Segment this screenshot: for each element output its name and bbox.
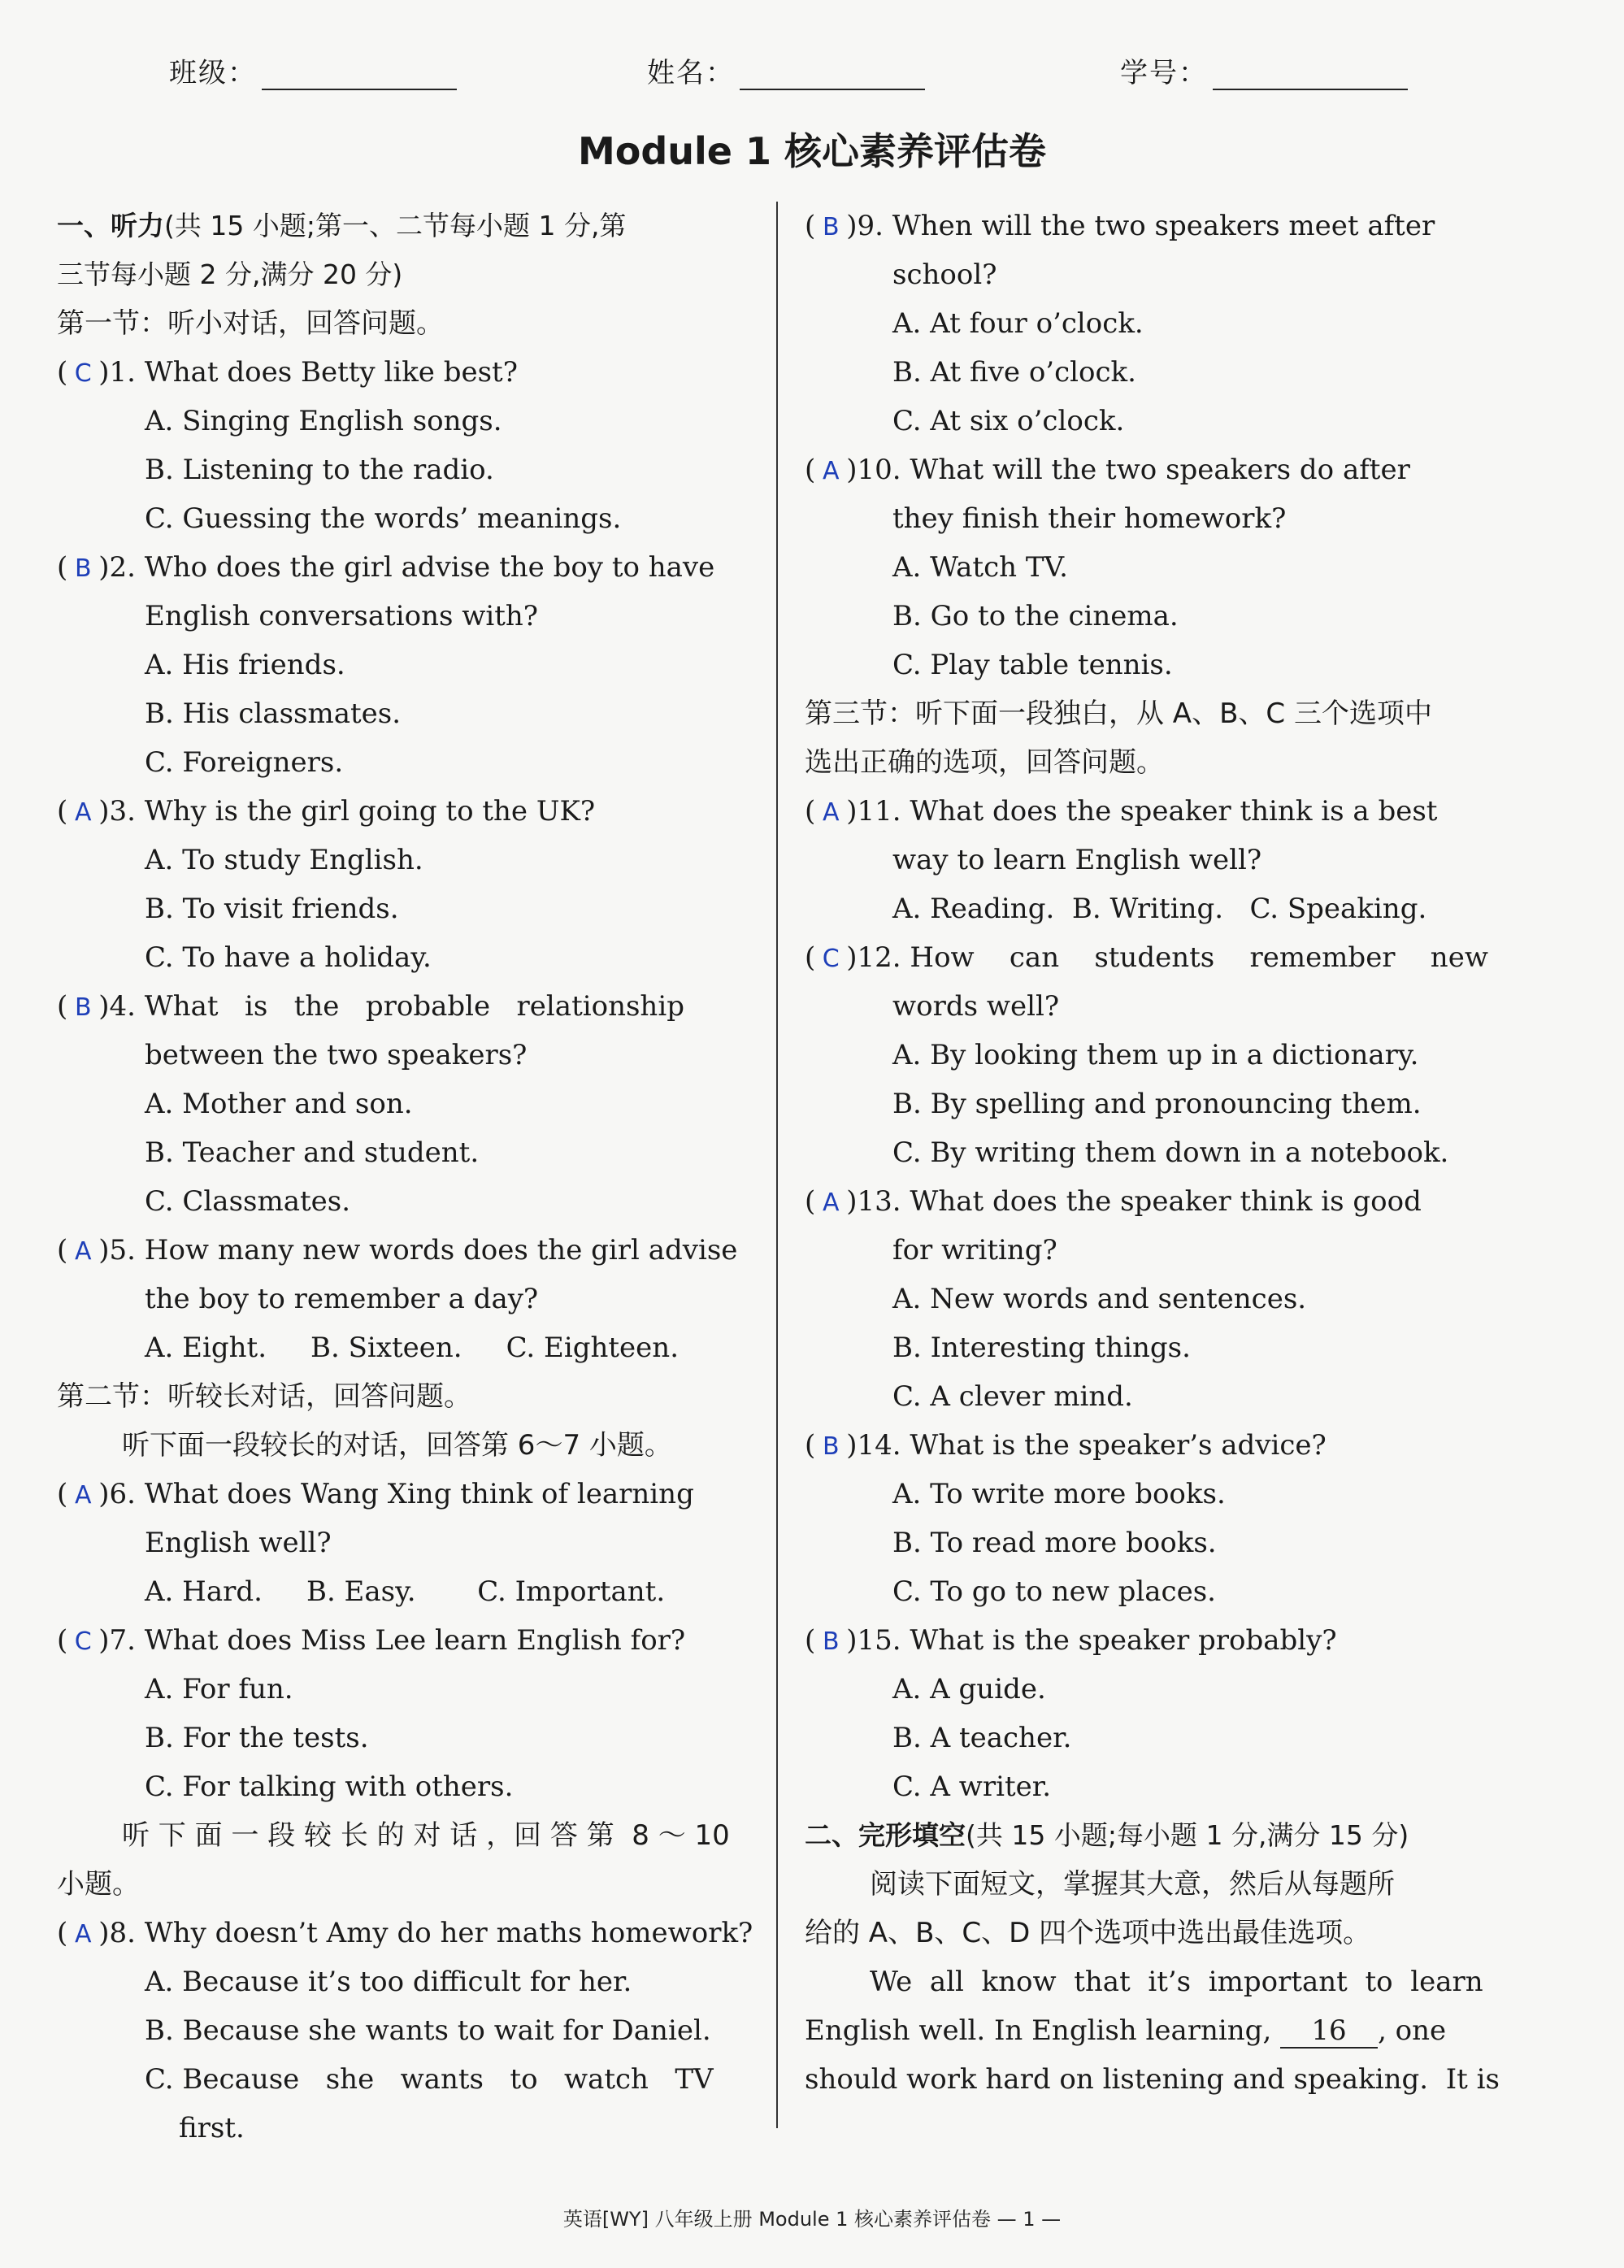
student-id-field bbox=[1120, 50, 1408, 90]
passage-line: should work hard on listening and speaking. It is bbox=[805, 2063, 1500, 2096]
name-label: 姓名： bbox=[647, 57, 735, 89]
section-1-note: (共 15 小题;第一、二节每小题 1 分,第 bbox=[164, 210, 627, 241]
class-label: 班级： bbox=[169, 57, 257, 89]
option-c: C. A clever mind. bbox=[892, 1380, 1133, 1413]
option-c: C. Classmates. bbox=[145, 1185, 351, 1218]
option-c: C. To have a holiday. bbox=[145, 941, 432, 974]
answer-7[interactable]: C bbox=[74, 1627, 92, 1656]
option-c: C. For talking with others. bbox=[145, 1771, 514, 1803]
question-number: )9. bbox=[846, 210, 884, 242]
part-2-heading: 第二节：听较长对话，回答问题。 bbox=[57, 1380, 471, 1413]
question-stem: Who does the girl advise the boy to have bbox=[144, 551, 715, 584]
question-8: ( A )8. Why doesn’t Amy do her maths homework? bbox=[57, 1909, 772, 1957]
question-number: )10. bbox=[846, 454, 901, 486]
question-stem-cont: words well? bbox=[892, 990, 1060, 1023]
answer-2[interactable]: B bbox=[74, 554, 92, 583]
question-stem-cont: the boy to remember a day? bbox=[145, 1283, 539, 1315]
passage-text: English well. In English learning, bbox=[805, 2014, 1272, 2047]
part-2-intro-2: 听 下 面 一 段 较 长 的 对 话 ，回 答 第 8 ～ 10 bbox=[122, 1819, 730, 1852]
question-2: ( B )2. Who does the girl advise the boy to have bbox=[57, 543, 772, 592]
question-stem: What is the speaker probably? bbox=[910, 1624, 1337, 1657]
option-a: A. His friends. bbox=[145, 649, 345, 681]
question-stem: How can students remember new bbox=[910, 941, 1488, 974]
question-13: ( A )13. What does the speaker think is good bbox=[805, 1177, 1496, 1226]
section-2-title: 二、完形填空 bbox=[805, 1819, 966, 1851]
answer-8[interactable]: A bbox=[75, 1920, 92, 1949]
option-b: B. Go to the cinema. bbox=[892, 600, 1179, 632]
cloze-blank-16[interactable]: 16 bbox=[1280, 2014, 1378, 2049]
section-2-note: (共 15 小题;每小题 1 分,满分 15 分) bbox=[966, 1819, 1409, 1851]
option-b: B. Interesting things. bbox=[892, 1332, 1191, 1364]
option-c: C. Guessing the words’ meanings. bbox=[145, 502, 622, 535]
question-number: )1. bbox=[98, 356, 136, 389]
option-b: B. Listening to the radio. bbox=[145, 454, 494, 486]
option-b: B. At five o’clock. bbox=[892, 356, 1136, 389]
option-c: C. At six o’clock. bbox=[892, 405, 1125, 437]
option-a: A. Mother and son. bbox=[145, 1088, 413, 1120]
option-a: A. At four o’clock. bbox=[892, 307, 1144, 340]
question-12: ( C )12. How can students remember new bbox=[805, 933, 1496, 982]
answer-14[interactable]: B bbox=[822, 1432, 840, 1461]
question-number: )13. bbox=[846, 1185, 901, 1218]
question-stem-cont: for writing? bbox=[892, 1234, 1057, 1267]
option-a: A. To write more books. bbox=[892, 1478, 1226, 1510]
passage-text: , one bbox=[1378, 2014, 1447, 2047]
option-a: A. Singing English songs. bbox=[145, 405, 502, 437]
question-stem: Why is the girl going to the UK? bbox=[144, 795, 596, 828]
question-number: )7. bbox=[98, 1624, 136, 1657]
question-stem-cont: school? bbox=[892, 259, 997, 291]
right-column bbox=[805, 202, 1500, 2104]
option-a: A. Watch TV. bbox=[892, 551, 1068, 584]
question-stem-cont: way to learn English well? bbox=[892, 844, 1262, 876]
answer-12[interactable]: C bbox=[822, 945, 840, 973]
name-blank[interactable] bbox=[740, 64, 925, 90]
option-c: C. To go to new places. bbox=[892, 1575, 1216, 1608]
answer-3[interactable]: A bbox=[75, 798, 92, 827]
question-9: ( B )9. When will the two speakers meet after bbox=[805, 202, 1496, 250]
class-blank[interactable] bbox=[262, 64, 457, 90]
option-c-cont: first. bbox=[179, 2112, 245, 2144]
question-3: ( A )3. Why is the girl going to the UK? bbox=[57, 787, 772, 836]
answer-10[interactable]: A bbox=[823, 457, 840, 485]
section-1-heading bbox=[57, 202, 772, 250]
page-title: Module 1 核心素养评估卷 bbox=[577, 129, 1047, 173]
question-4: ( B )4. What is the probable relationship bbox=[57, 982, 772, 1031]
option-a: A. For fun. bbox=[145, 1673, 293, 1705]
option-a: A. By looking them up in a dictionary. bbox=[892, 1039, 1419, 1071]
question-stem: What does the speaker think is good bbox=[910, 1185, 1422, 1218]
question-stem: What is the probable relationship bbox=[144, 990, 684, 1023]
option-c: C. Foreigners. bbox=[145, 746, 344, 779]
question-stem: What will the two speakers do after bbox=[910, 454, 1410, 486]
question-15: ( B )15. What is the speaker probably? bbox=[805, 1616, 1496, 1665]
column-divider bbox=[776, 202, 778, 2128]
section-2-intro: 阅读下面短文，掌握其大意，然后从每题所 bbox=[870, 1868, 1395, 1901]
option-b: B. Teacher and student. bbox=[145, 1136, 480, 1169]
question-14: ( B )14. What is the speaker’s advice? bbox=[805, 1421, 1496, 1470]
answer-1[interactable]: C bbox=[74, 359, 92, 388]
option-b: B. For the tests. bbox=[145, 1722, 369, 1754]
question-5: ( A )5. How many new words does the girl advise bbox=[57, 1226, 772, 1275]
option-b: B. By spelling and pronouncing them. bbox=[892, 1088, 1422, 1120]
part-2-intro: 听下面一段较长的对话，回答第 6～7 小题。 bbox=[122, 1429, 672, 1462]
option-a: A. Because it’s too difficult for her. bbox=[145, 1966, 632, 1998]
question-1: ( C )1. What does Betty like best? bbox=[57, 348, 772, 397]
question-stem-cont: they finish their homework? bbox=[892, 502, 1287, 535]
answer-11[interactable]: A bbox=[823, 798, 840, 827]
page-footer: 英语[WY] 八年级上册 Module 1 核心素养评估卷 — 1 — bbox=[562, 2208, 1062, 2231]
option-a: A. To study English. bbox=[145, 844, 423, 876]
part-1-heading: 第一节：听小对话，回答问题。 bbox=[57, 307, 444, 340]
answer-15[interactable]: B bbox=[822, 1627, 840, 1656]
option-b: B. To visit friends. bbox=[145, 893, 399, 925]
option-b: B. To read more books. bbox=[892, 1527, 1217, 1559]
passage-line: We all know that it’s important to learn bbox=[870, 1966, 1483, 1998]
question-number: )4. bbox=[98, 990, 136, 1023]
question-7: ( C )7. What does Miss Lee learn English for? bbox=[57, 1616, 772, 1665]
section-2-heading bbox=[805, 1811, 1496, 1860]
question-number: )14. bbox=[846, 1429, 901, 1462]
option-c: C. Play table tennis. bbox=[892, 649, 1173, 681]
option-b: B. His classmates. bbox=[145, 697, 402, 730]
question-number: )6. bbox=[98, 1478, 136, 1510]
question-11: ( A )11. What does the speaker think is a best bbox=[805, 787, 1496, 836]
class-field bbox=[169, 50, 457, 90]
question-number: )12. bbox=[846, 941, 901, 974]
option-c: C. Because she wants to watch TV bbox=[145, 2063, 714, 2096]
answer-6[interactable]: A bbox=[75, 1481, 92, 1510]
question-number: )15. bbox=[846, 1624, 901, 1657]
question-stem: What does Wang Xing think of learning bbox=[144, 1478, 694, 1510]
answer-4[interactable]: B bbox=[74, 993, 92, 1022]
student-id-label: 学号： bbox=[1120, 57, 1208, 89]
question-stem: What does the speaker think is a best bbox=[910, 795, 1438, 828]
question-stem: What does Miss Lee learn English for? bbox=[144, 1624, 686, 1657]
option-a: A. New words and sentences. bbox=[892, 1283, 1307, 1315]
question-number: )2. bbox=[98, 551, 136, 584]
answer-5[interactable]: A bbox=[75, 1237, 92, 1266]
options-inline: A. Eight. B. Sixteen. C. Eighteen. bbox=[145, 1332, 680, 1364]
question-stem: How many new words does the girl advise bbox=[144, 1234, 738, 1267]
option-a: A. A guide. bbox=[892, 1673, 1046, 1705]
option-b: B. A teacher. bbox=[892, 1722, 1072, 1754]
question-number: )8. bbox=[98, 1917, 136, 1949]
answer-9[interactable]: B bbox=[822, 213, 840, 241]
name-field bbox=[647, 50, 925, 90]
question-6: ( A )6. What does Wang Xing think of learning bbox=[57, 1470, 772, 1519]
question-stem: When will the two speakers meet after bbox=[892, 210, 1435, 242]
passage-line bbox=[805, 2006, 1496, 2055]
question-number: )11. bbox=[846, 795, 901, 828]
question-number: )5. bbox=[98, 1234, 136, 1267]
part-2-intro-2-cont: 小题。 bbox=[57, 1868, 140, 1901]
option-c: C. By writing them down in a notebook. bbox=[892, 1136, 1449, 1169]
section-1-note-cont: 三节每小题 2 分,满分 20 分) bbox=[57, 259, 403, 290]
question-stem: What does Betty like best? bbox=[144, 356, 518, 389]
question-10: ( A )10. What will the two speakers do after bbox=[805, 445, 1496, 494]
question-stem: What is the speaker’s advice? bbox=[910, 1429, 1327, 1462]
option-c: C. A writer. bbox=[892, 1771, 1052, 1803]
question-stem: Why doesn’t Amy do her maths homework? bbox=[144, 1917, 753, 1949]
section-2-intro-cont: 给的 A、B、C、D 四个选项中选出最佳选项。 bbox=[805, 1917, 1371, 1949]
left-column bbox=[57, 202, 772, 2153]
part-3-heading-cont: 选出正确的选项，回答问题。 bbox=[805, 746, 1164, 779]
student-id-blank[interactable] bbox=[1213, 64, 1408, 90]
question-number: )3. bbox=[98, 795, 136, 828]
part-3-heading: 第三节：听下面一段独白，从 A、B、C 三个选项中 bbox=[805, 697, 1432, 730]
question-stem-cont: English conversations with? bbox=[145, 600, 539, 632]
question-stem-cont: between the two speakers? bbox=[145, 1039, 528, 1071]
question-stem-cont: English well? bbox=[145, 1527, 332, 1559]
option-b: B. Because she wants to wait for Daniel. bbox=[145, 2014, 711, 2047]
options-inline: A. Reading. B. Writing. C. Speaking. bbox=[892, 893, 1427, 925]
answer-13[interactable]: A bbox=[823, 1188, 840, 1217]
options-inline: A. Hard. B. Easy. C. Important. bbox=[145, 1575, 666, 1608]
section-1-title: 一、听力 bbox=[57, 210, 164, 241]
